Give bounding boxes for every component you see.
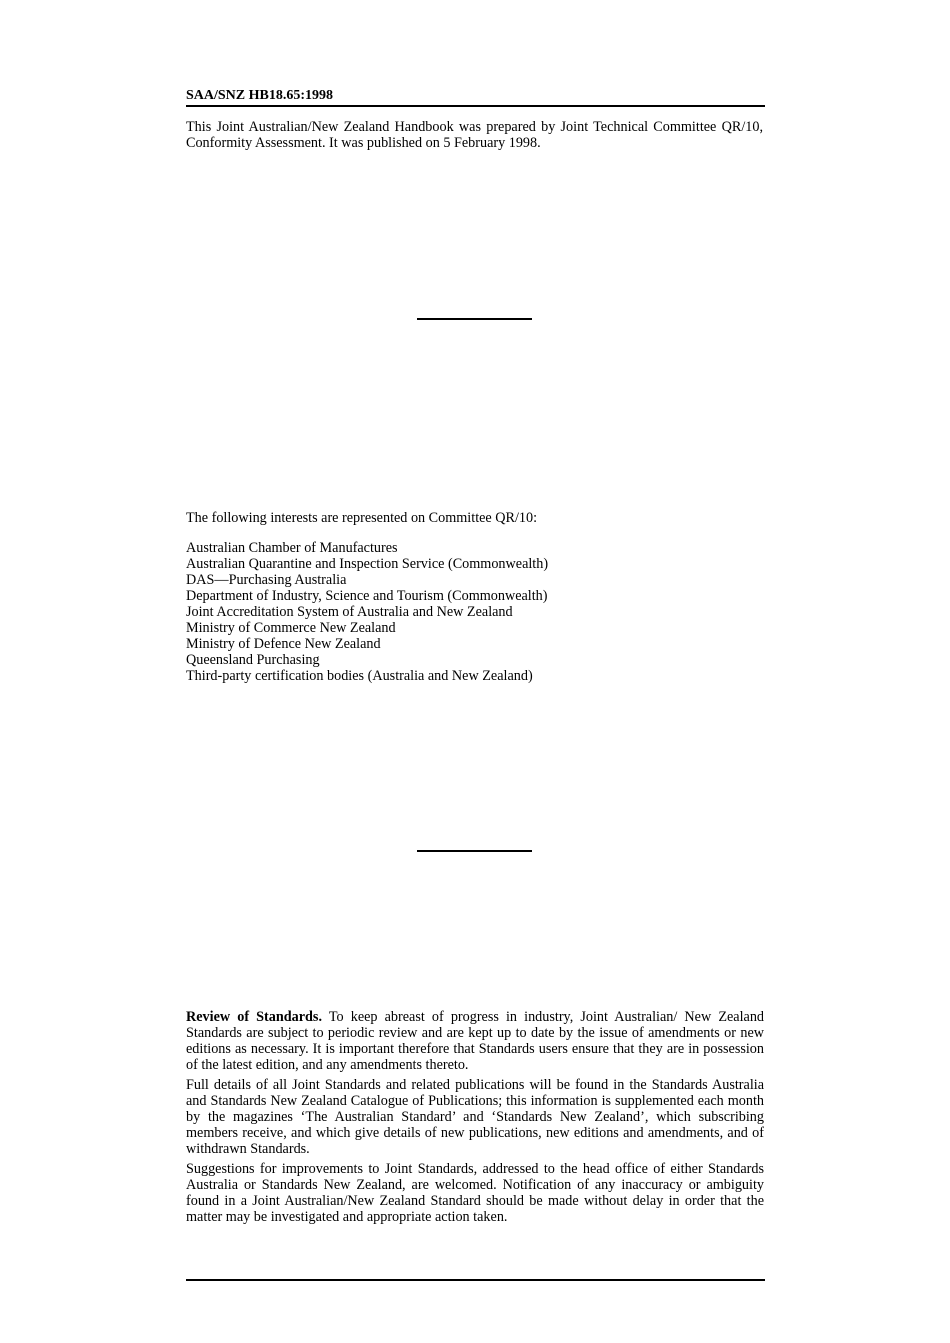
header-rule [186, 105, 765, 107]
standard-designation: SAA/SNZ HB18.65:1998 [186, 88, 334, 103]
interest-item: DAS—Purchasing Australia [186, 572, 347, 588]
review-paragraph-1 [186, 1009, 764, 1073]
interest-item: Queensland Purchasing [186, 652, 320, 668]
committee-interest-list [186, 540, 548, 684]
section-divider-top [417, 318, 532, 320]
review-of-standards [186, 1009, 764, 1229]
interest-item: Australian Quarantine and Inspection Service (Commonwealth) [186, 556, 549, 572]
interest-item: Department of Industry, Science and Tourism (Commonwealth) [186, 588, 548, 604]
interest-item: Third-party certification bodies (Australia and New Zealand) [186, 668, 533, 684]
preparation-note: This Joint Australian/New Zealand Handbook was prepared by Joint Technical Committee QR/10, Conformity Assessment. It was published on 5 February 1998. [186, 119, 763, 151]
interest-item: Joint Accreditation System of Australia and New Zealand [186, 604, 513, 620]
interest-item: Australian Chamber of Manufactures [186, 540, 398, 556]
review-paragraph-3: Suggestions for improvements to Joint Standards, addressed to the head office of either Standards Australia or Standards New Zealand, are welcomed. Notification of any inaccuracy or ambiguity found in a Joint Australian/New Zealand Standard should be made without delay in order that the matter may be investigated and appropriate action taken. [186, 1161, 764, 1225]
committee-intro: The following interests are represented on Committee QR/10: [186, 510, 538, 526]
section-divider-bottom [417, 850, 532, 852]
review-paragraph-2: Full details of all Joint Standards and related publications will be found in the Standards Australia and Standards New Zealand Catalogue of Publications; this information is supplemented each month by the magazines ‘The Australian Standard’ and ‘Standards New Zealand’, which subscribing members receive, and which give details of new publications, new editions and amendments, and of withdrawn Standards. [186, 1077, 764, 1157]
interest-item: Ministry of Commerce New Zealand [186, 620, 396, 636]
review-lead: Review of Standards. [186, 1009, 322, 1025]
interest-item: Ministry of Defence New Zealand [186, 636, 381, 652]
review-text-1: To keep abreast of progress in industry, Joint Australian/ New Zealand Standards are subject to periodic review and are kept up to date by the issue of amendments or new editions as necessary. It is important therefore that Standards users ensure that they are in possession of the latest edition, and any amendments thereto. [186, 1009, 765, 1073]
footer-rule [186, 1279, 765, 1281]
